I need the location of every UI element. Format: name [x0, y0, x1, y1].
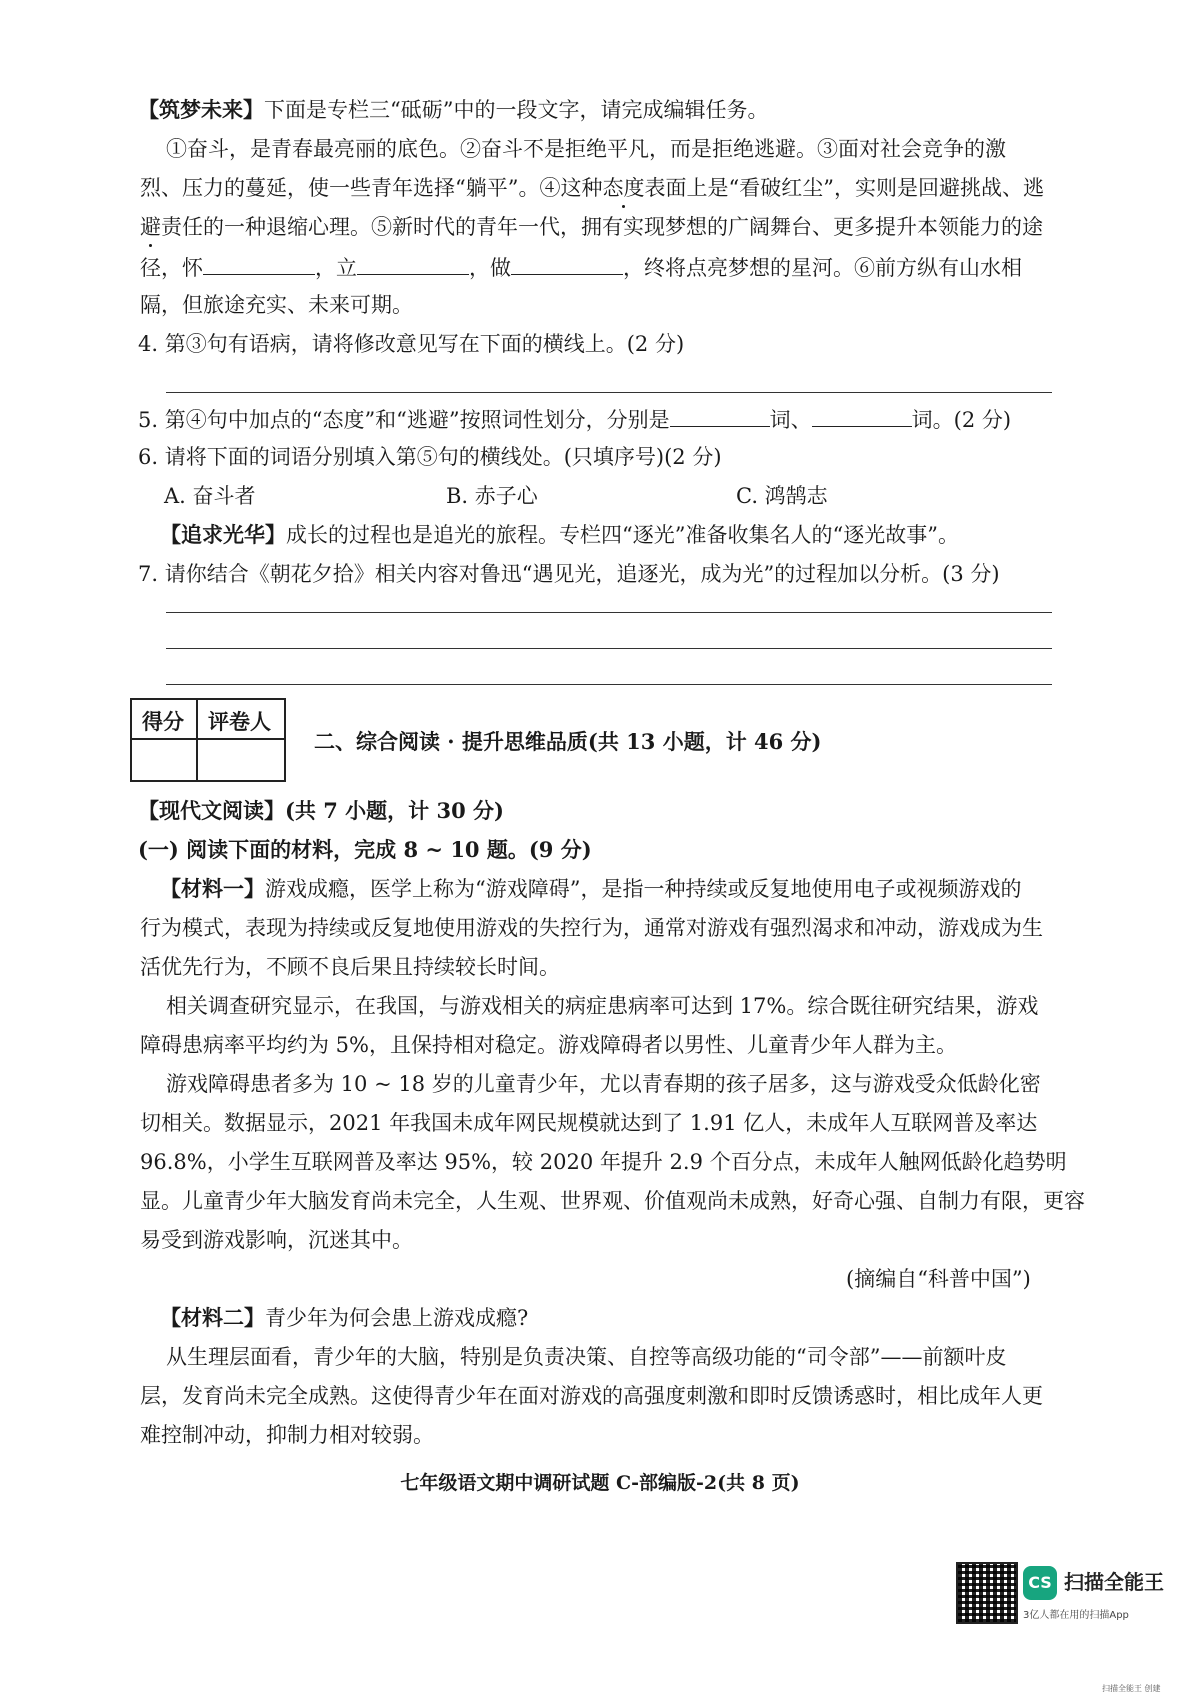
passage-line-3: 避责任的一种退缩心理。⑤新时代的青年一代，拥有实现梦想的广阔舞台、更多提升本领能力的途	[140, 215, 1043, 239]
material-1-line-3: 活优先行为，不顾不良后果且持续较长时间。	[140, 955, 560, 979]
answer-line-q7-3[interactable]	[166, 684, 1052, 685]
scanner-app-name: 扫描全能王	[1064, 1570, 1164, 1594]
word-taobi: 避	[140, 215, 161, 239]
material-1-p3-line-1: 游戏障碍患者多为 10 ~ 18 岁的儿童青少年，尤以青春期的孩子居多，这与游戏受众低龄化密	[166, 1072, 1041, 1096]
passage-line-5: 隔，但旅途充实、未来可期。	[140, 293, 413, 317]
page-footer: 七年级语文期中调研试题 C-部编版-2(共 8 页)	[400, 1472, 800, 1494]
qr-code-icon	[956, 1562, 1018, 1624]
question-5: 5. 第④句中加点的“态度”和“逃避”按照词性划分，分别是 词、 词。(2 分)	[138, 404, 1011, 434]
material-1-line-2: 行为模式，表现为持续或反复地使用游戏的失控行为，通常对游戏有强烈渴求和冲动，游戏成为生	[140, 916, 1043, 940]
camscanner-logo-icon: CS	[1023, 1566, 1057, 1600]
scanner-tagline: 3亿人都在用的扫描App	[1023, 1610, 1129, 1621]
zhumeng-intro	[138, 96, 768, 124]
material-1-p2-line-1: 相关调查研究显示，在我国，与游戏相关的病症患病率可达到 17%。综合既往研究结果，游戏	[166, 994, 1039, 1018]
material-2-line-1: 从生理层面看，青少年的大脑，特别是负责决策、自控等高级功能的“司令部”——前额叶皮	[166, 1345, 1007, 1369]
blank-huai[interactable]	[203, 252, 315, 275]
material-2-line-2: 层，发育尚未完全成熟。这使得青少年在面对游戏的高强度刺激和即时反馈诱惑时，相比成年人更	[140, 1384, 1043, 1408]
grader-header: 评卷人	[208, 709, 271, 734]
option-c: C. 鸿鹄志	[736, 484, 828, 508]
material-2-title: 青少年为何会患上游戏成瘾?	[265, 1306, 529, 1330]
scanner-corner-mark: 扫描全能王 创建	[1102, 1684, 1161, 1693]
zhuiqiu-intro	[160, 521, 959, 549]
material-2-line-3: 难控制冲动，抑制力相对较弱。	[140, 1423, 434, 1447]
option-b: B. 赤子心	[446, 484, 538, 508]
zhuiqiu-tag: 【追求光华】	[160, 522, 286, 547]
zhumeng-tag: 【筑梦未来】	[138, 97, 264, 122]
modern-reading-heading: 【现代文阅读】(共 7 小题，计 30 分)	[138, 798, 504, 823]
passage-line-1: ①奋斗，是青春最亮丽的底色。②奋斗不是拒绝平凡，而是拒绝逃避。③面对社会竞争的激	[166, 137, 1006, 161]
option-a: A. 奋斗者	[164, 484, 256, 508]
answer-line-q4[interactable]	[166, 392, 1052, 393]
passage-line-4: 径，怀 ，立 ，做 ，终将点亮梦想的星河。⑥前方纵有山水相	[140, 252, 1022, 282]
score-header: 得分	[142, 709, 184, 734]
passage-line-2: 烈、压力的蔓延，使一些青年选择“躺平”。④这种态度表面上是“看破红尘”，实则是回避挑战、逃	[140, 176, 1044, 200]
material-2-tag: 【材料二】	[160, 1305, 265, 1330]
answer-line-q7-1[interactable]	[166, 612, 1052, 613]
answer-line-q7-2[interactable]	[166, 648, 1052, 649]
section-2-heading: 二、综合阅读 · 提升思维品质(共 13 小题，计 46 分)	[314, 729, 822, 754]
question-6: 6. 请将下面的词语分别填入第⑤句的横线处。(只填序号)(2 分)	[138, 445, 722, 469]
word-taidu: 态度	[602, 176, 645, 200]
material-1-p3-line-5: 易受到游戏影响，沉迷其中。	[140, 1228, 413, 1252]
question-7: 7. 请你结合《朝花夕拾》相关内容对鲁迅“遇见光，追逐光，成为光”的过程加以分析。(3 分)	[138, 562, 1000, 586]
blank-q5-2[interactable]	[812, 404, 912, 427]
material-2-heading	[160, 1304, 528, 1332]
question-4: 4. 第③句有语病，请将修改意见写在下面的横线上。(2 分)	[138, 332, 685, 356]
material-1-p3-line-4: 显。儿童青少年大脑发育尚未完全，人生观、世界观、价值观尚未成熟，好奇心强、自制力有限，更容	[140, 1189, 1085, 1213]
zhumeng-text: 下面是专栏三“砥砺”中的一段文字，请完成编辑任务。	[264, 98, 769, 122]
material-1-p3-line-3: 96.8%，小学生互联网普及率达 95%，较 2020 年提升 2.9 个百分点，未成年人触网低龄化趋势明	[140, 1150, 1067, 1174]
part-1-heading: (一) 阅读下面的材料，完成 8 ~ 10 题。(9 分)	[138, 837, 592, 862]
blank-zuo[interactable]	[511, 252, 623, 275]
material-1-source: (摘编自“科普中国”)	[846, 1267, 1031, 1291]
score-table	[130, 698, 286, 782]
zhuiqiu-text: 成长的过程也是追光的旅程。专栏四“逐光”准备收集名人的“逐光故事”。	[286, 523, 959, 547]
material-1-tag: 【材料一】	[160, 876, 265, 901]
material-1-line-1: 【材料一】游戏成瘾，医学上称为“游戏障碍”，是指一种持续或反复地使用电子或视频游戏的	[160, 876, 1022, 901]
material-1-p3-line-2: 切相关。数据显示，2021 年我国未成年网民规模就达到了 1.91 亿人，未成年人互联网普及率达	[140, 1111, 1038, 1135]
blank-q5-1[interactable]	[670, 404, 770, 427]
material-1-p2-line-2: 障碍患病率平均约为 5%，且保持相对稳定。游戏障碍者以男性、儿童青少年人群为主。	[140, 1033, 957, 1057]
blank-li[interactable]	[357, 252, 469, 275]
